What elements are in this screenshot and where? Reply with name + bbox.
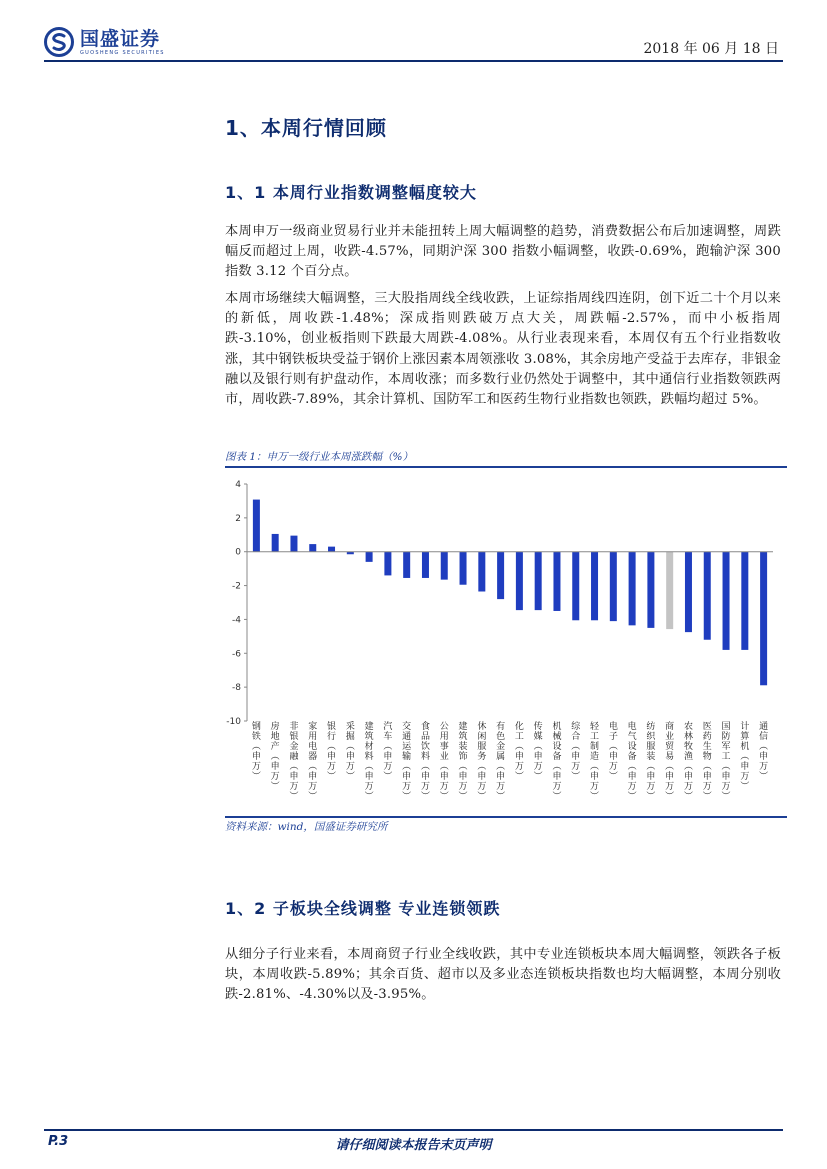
x-category-label: 有色金属︵申万︶	[496, 722, 506, 802]
bar	[328, 547, 335, 552]
report-date: 2018 年 06 月 18 日	[643, 41, 779, 57]
bar	[497, 552, 504, 599]
bar	[478, 552, 485, 592]
logo-subtitle: GUOSHENG SECURITIES	[80, 49, 165, 56]
y-tick-label: 4	[235, 480, 241, 490]
x-category-label: 非银金融︵申万︶	[289, 722, 299, 802]
bar	[272, 534, 279, 552]
figure-source: 资料来源：wind，国盛证券研究所	[225, 821, 388, 833]
x-category-label: 综合︵申万︶	[571, 722, 581, 782]
y-tick-label: 0	[235, 547, 241, 558]
bar	[403, 552, 410, 578]
x-category-label: 机械设备︵申万︶	[552, 722, 562, 802]
x-category-label: 房地产︵申万︶	[270, 722, 280, 792]
bar	[535, 552, 542, 610]
page-number: P.3	[48, 1134, 69, 1149]
subsection-title-1: 1、1 本周行业指数调整幅度较大	[225, 183, 477, 202]
bar	[591, 552, 598, 621]
x-category-label: 交通运输︵申万︶	[402, 722, 412, 802]
paragraph-3: 从细分子行业来看，本周商贸子行业全线收跌，其中专业连锁板块本周大幅调整，领跌各子板块，本周收跌-5.89%；其余百货、超市以及多业态连锁板块指数也均大幅调整，本周分别收跌-2.81%、-4.30%以及-3.95%。	[225, 947, 781, 1003]
paragraph-2: 本周市场继续大幅调整，三大股指周线全线收跌，上证综指周线四连阴，创下近二十个月以来的新低，周收跌-1.48%；深成指则跌破万点大关，周跌幅-2.57%，而中小板指周跌-3.10%，创业板指则下跌最大周跌-4.08%。从行业表现来看，本周仅有五个行业指数收涨，其中钢铁板块受益于钢价上涨因素本周领涨收 3.08%，其余房地产受益于去库存，非银金融以及银行则有护盘动作，本周收涨；而多数行业仍然处于调整中，其中通信行业指数领跌两市，周收跌-7.89%，其余计算机、国防军工和医药生物行业指数也领跌，跌幅均超过 5%。	[225, 291, 782, 408]
bar	[366, 552, 373, 562]
x-category-label: 食品饮料︵申万︶	[420, 722, 430, 802]
bar	[629, 552, 636, 626]
figure-title: 图表 1：申万一级行业本周涨跌幅（%）	[225, 451, 413, 463]
bar	[384, 552, 391, 576]
bar	[553, 552, 560, 611]
x-category-label: 传媒︵申万︶	[533, 722, 543, 782]
x-category-label: 医药生物︵申万︶	[702, 722, 712, 802]
x-category-label: 计算机︵申万︶	[740, 722, 750, 792]
figure-top-rule	[225, 466, 787, 468]
bar	[422, 552, 429, 578]
x-category-label: 国防军工︵申万︶	[721, 722, 731, 802]
x-category-label: 通信︵申万︶	[759, 722, 769, 782]
company-logo-icon	[44, 27, 74, 57]
bar	[572, 552, 579, 621]
x-category-label: 商业贸易︵申万︶	[665, 722, 675, 802]
bar	[253, 500, 260, 552]
x-category-label: 化工︵申万︶	[514, 722, 524, 782]
y-tick-label: -8	[232, 683, 241, 694]
bar	[685, 552, 692, 632]
section-title: 1、本周行情回顾	[225, 116, 387, 140]
paragraph-1: 本周申万一级商业贸易行业并未能扭转上周大幅调整的趋势，消费数据公布后加速调整，周跌幅反而超过上周，收跌-4.57%，同期沪深 300 指数小幅调整，收跌-0.69%，跑输沪深 300 指数 3.12 个百分点。	[225, 224, 781, 280]
y-tick-label: -10	[226, 717, 241, 727]
bar	[610, 552, 617, 621]
x-category-label: 休闲服务︵申万︶	[477, 722, 487, 802]
bar-chart	[225, 470, 785, 815]
y-tick-label: 2	[235, 513, 241, 524]
x-category-label: 钢铁︵申万︶	[251, 722, 261, 782]
footer-divider	[44, 1129, 783, 1131]
x-category-label: 公用事业︵申万︶	[439, 722, 449, 802]
x-category-label: 建筑材料︵申万︶	[364, 722, 374, 802]
x-category-label: 纺织服装︵申万︶	[646, 722, 656, 802]
bar	[723, 552, 730, 650]
x-category-label: 建筑装饰︵申万︶	[458, 722, 468, 802]
y-tick-label: -4	[232, 615, 241, 626]
footer-disclaimer: 请仔细阅读本报告末页声明	[335, 1138, 492, 1153]
bar	[760, 552, 767, 686]
subsection-title-2: 1、2 子板块全线调整 专业连锁领跌	[225, 899, 501, 918]
logo-name: 国盛证券	[80, 27, 161, 50]
x-category-label: 家用电器︵申万︶	[308, 722, 318, 802]
bar	[290, 536, 297, 552]
y-tick-label: -6	[232, 649, 241, 660]
bar	[647, 552, 654, 628]
header-divider	[44, 60, 783, 62]
company-logo	[44, 24, 165, 60]
bar	[460, 552, 467, 585]
bar	[704, 552, 711, 640]
bar	[309, 544, 316, 552]
x-category-label: 电子︵申万︶	[608, 722, 618, 782]
bar	[441, 552, 448, 580]
x-category-label: 农林牧渔︵申万︶	[683, 722, 693, 802]
bar	[516, 552, 523, 610]
x-category-label: 电气设备︵申万︶	[627, 722, 637, 802]
bar	[741, 552, 748, 650]
figure-bottom-rule	[225, 816, 787, 818]
x-category-label: 银行︵申万︶	[327, 722, 337, 782]
y-tick-label: -2	[232, 581, 241, 592]
x-category-label: 采掘︵申万︶	[345, 722, 355, 782]
x-category-label: 汽车︵申万︶	[383, 722, 393, 782]
x-category-label: 轻工制造︵申万︶	[590, 722, 600, 802]
bar	[666, 552, 673, 629]
